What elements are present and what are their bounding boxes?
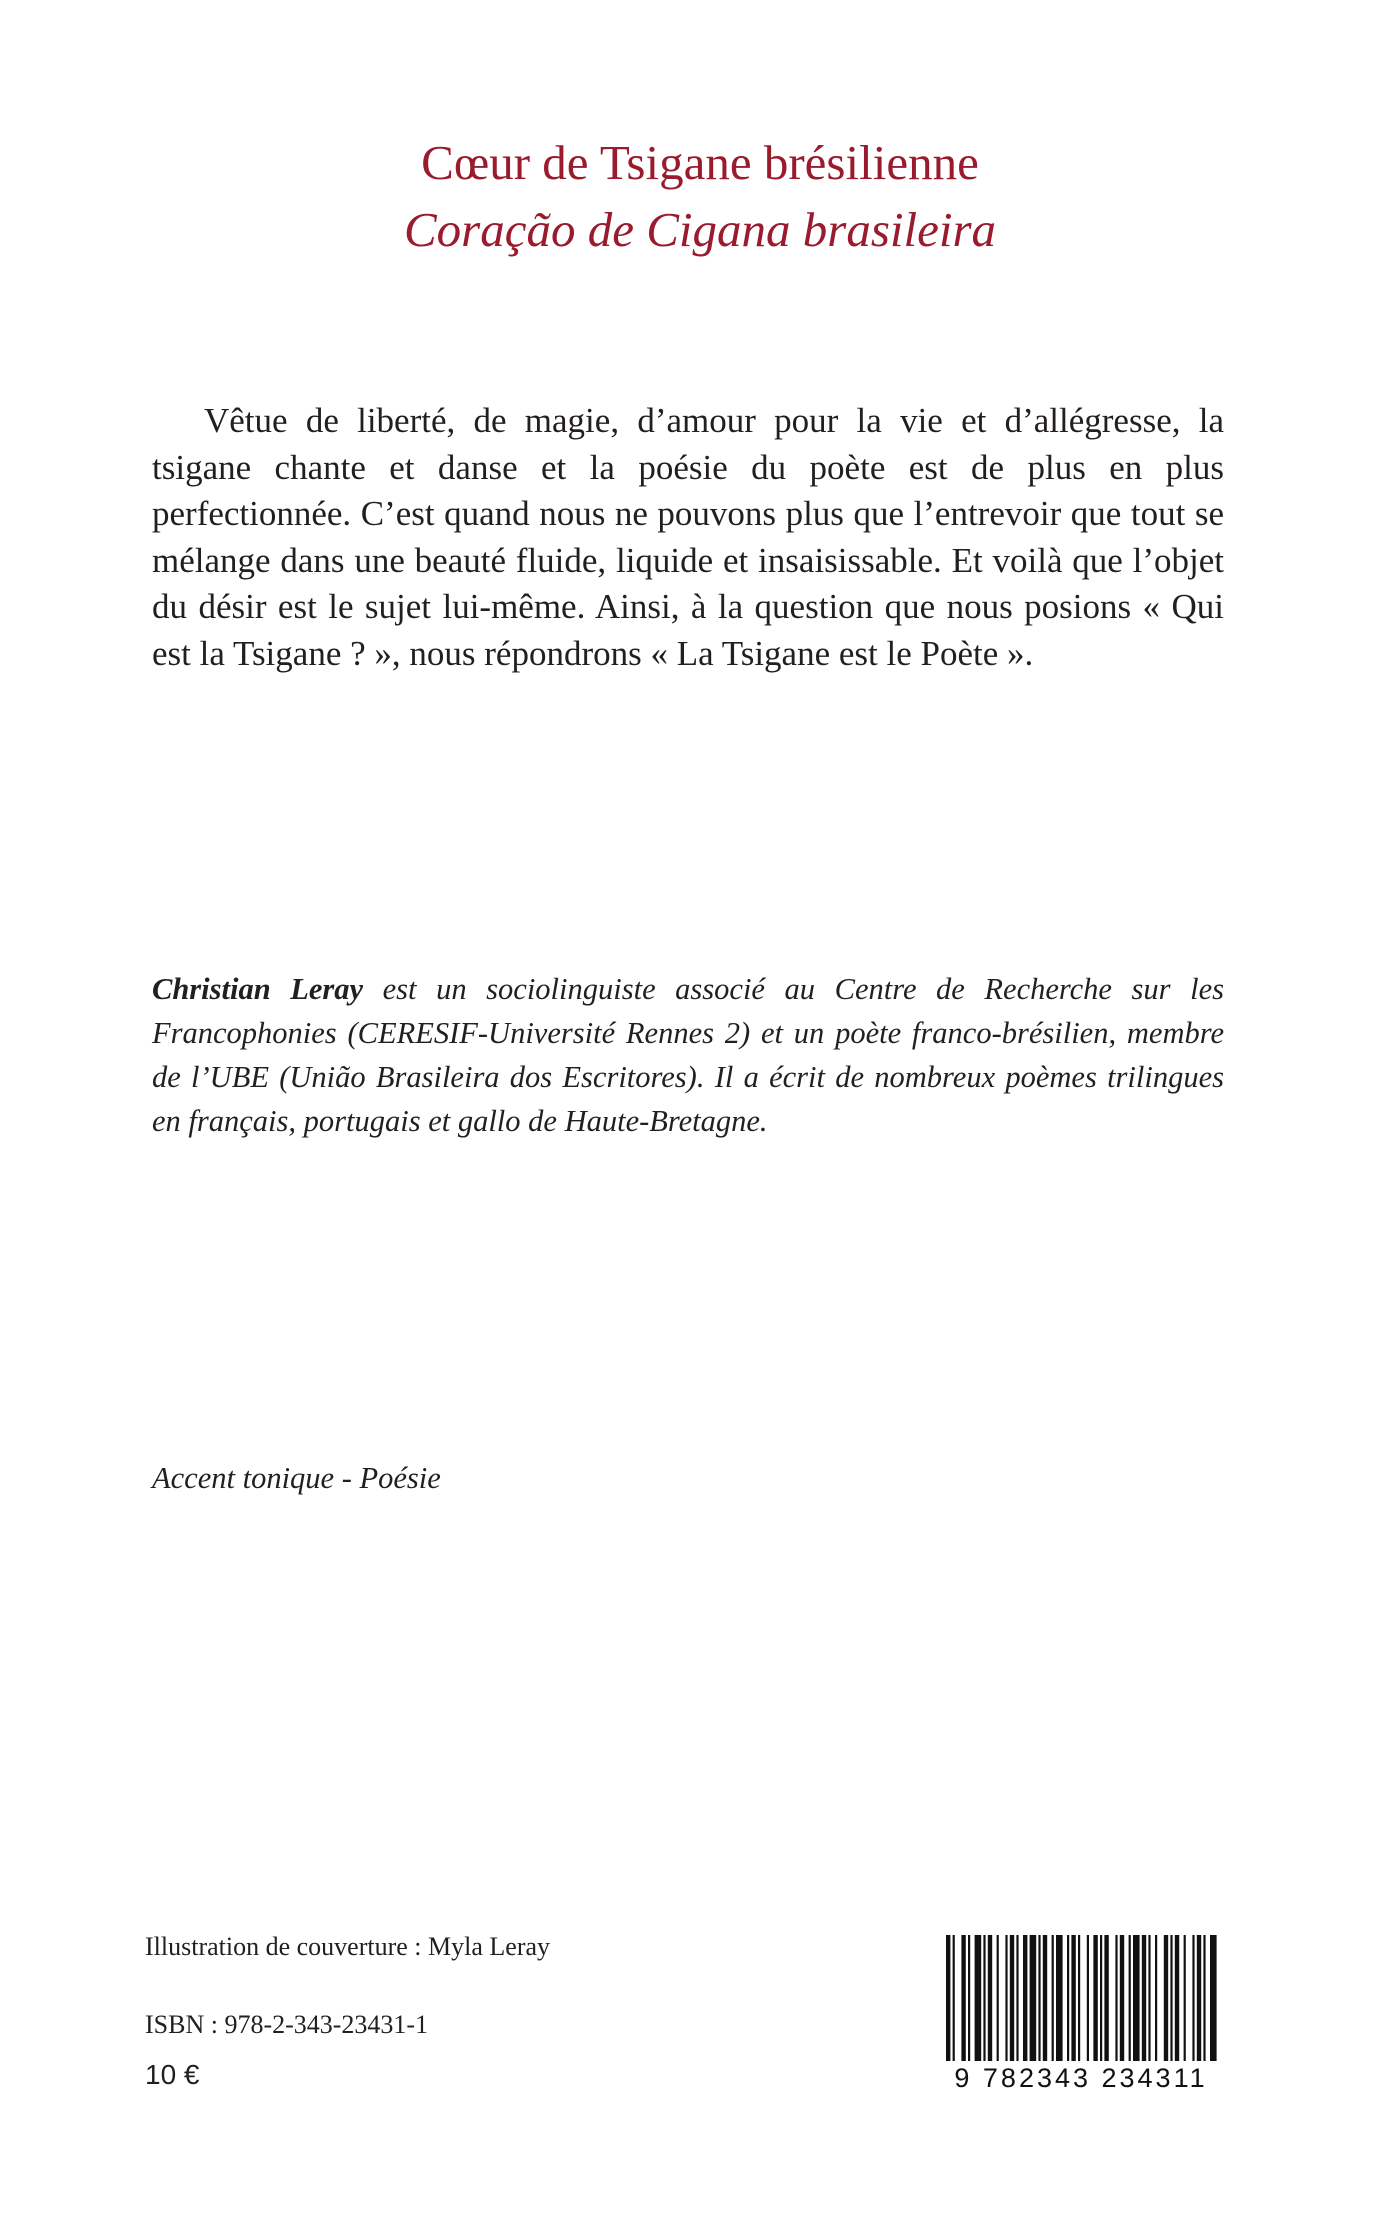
barcode-bar bbox=[1164, 1935, 1168, 2063]
barcode-bar bbox=[1016, 1935, 1018, 2063]
barcode-bar bbox=[1203, 1935, 1205, 2063]
barcode bbox=[940, 1935, 1222, 2095]
barcode-bar bbox=[1023, 1935, 1027, 2063]
barcode-bar bbox=[1170, 1935, 1172, 2063]
barcode-bar bbox=[1148, 1935, 1150, 2063]
barcode-bar bbox=[961, 1935, 965, 2063]
barcode-bar bbox=[1192, 1935, 1194, 2063]
barcode-bar bbox=[1155, 1935, 1157, 2063]
title-portuguese: Coração de Cigana brasileira bbox=[403, 202, 997, 257]
isbn: ISBN : 978-2-343-23431-1 bbox=[145, 2010, 429, 2039]
barcode-bar bbox=[1030, 1935, 1037, 2063]
barcode-bar bbox=[1043, 1935, 1047, 2063]
barcode-bar bbox=[1142, 1935, 1146, 2063]
barcode-bars bbox=[940, 1935, 1222, 2075]
barcode-bar bbox=[1005, 1935, 1007, 2063]
title-french: Cœur de Tsigane brésilienne bbox=[421, 135, 979, 190]
barcode-bar bbox=[1052, 1935, 1054, 2063]
barcode-bar bbox=[1197, 1935, 1201, 2063]
barcode-digits: 9 782343 234311 bbox=[940, 2061, 1222, 2095]
price: 10 € bbox=[145, 2059, 200, 2090]
barcode-bar bbox=[1056, 1935, 1063, 2063]
barcode-bar bbox=[975, 1935, 982, 2063]
barcode-bar bbox=[1071, 1935, 1075, 2063]
barcode-bar bbox=[1067, 1935, 1069, 2063]
barcode-bar bbox=[1175, 1935, 1179, 2063]
barcode-bar bbox=[1038, 1935, 1040, 2063]
blurb-paragraph: Vêtue de liberté, de magie, d’amour pour la vie et d’allégresse, la tsigane chante et danse et la poésie du poète est de plus en plus perfectionnée. C’est quand nous ne pouvons plus que l’entrevoir que tout se mélange dans une beauté fluide, liquide et insaisissable. Et voilà que l’objet du désir est le sujet lui-même. Ainsi, à la question que nous posions « Qui est la Tsigane ? », nous répondrons « La Tsigane est le Poète ». bbox=[152, 401, 1224, 673]
barcode-bar bbox=[1210, 1935, 1217, 2063]
barcode-bar bbox=[968, 1935, 970, 2063]
collection-name: Accent tonique - Poésie bbox=[152, 1461, 441, 1495]
barcode-bar bbox=[1010, 1935, 1014, 2063]
author-name: Christian Leray bbox=[152, 972, 364, 1006]
barcode-bar bbox=[946, 1935, 950, 2063]
author-bio bbox=[152, 967, 1224, 1143]
barcode-bar bbox=[953, 1935, 955, 2063]
barcode-bar bbox=[1087, 1935, 1089, 2063]
barcode-bar bbox=[1078, 1935, 1080, 2063]
barcode-bar bbox=[1104, 1935, 1108, 2063]
barcode-bar bbox=[1120, 1935, 1124, 2063]
barcode-bar bbox=[1100, 1935, 1102, 2063]
author-bio-text: est un sociolinguiste associé au Centre de Recherche sur les Francophonies (CERESIF-Université Rennes 2) et un poète franco-brésilien, membre de l’UBE (União Brasileira dos Escritores). Il a écrit de nombreux poèmes trilingues en français, portugais et gallo de Haute-Bretagne. bbox=[152, 972, 1224, 1138]
barcode-bar bbox=[1129, 1935, 1131, 2063]
barcode-bar bbox=[1133, 1935, 1140, 2063]
barcode-bar bbox=[1184, 1935, 1186, 2063]
illustration-credit: Illustration de couverture : Myla Leray bbox=[145, 1932, 551, 1961]
barcode-bar bbox=[1115, 1935, 1117, 2063]
barcode-bar bbox=[988, 1935, 992, 2063]
barcode-bar bbox=[997, 1935, 999, 2063]
barcode-bar bbox=[1093, 1935, 1097, 2063]
barcode-bar bbox=[983, 1935, 985, 2063]
